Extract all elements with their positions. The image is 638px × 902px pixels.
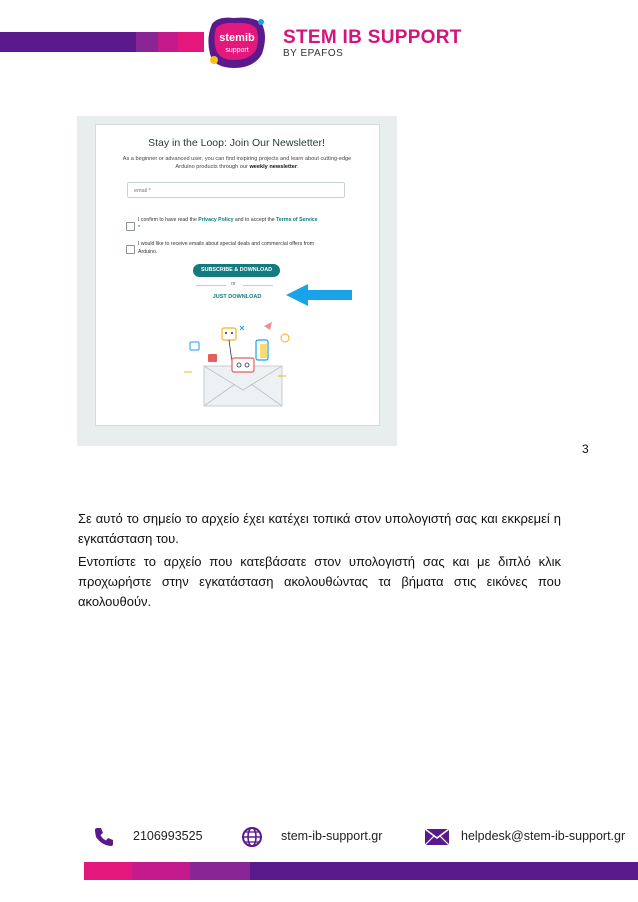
logo-text-top: stemib	[219, 32, 255, 44]
newsletter-description	[108, 155, 366, 171]
desc-line-2-pre: Arduino products through our	[175, 164, 250, 170]
body-paragraph-2: Εντοπίστε το αρχείο που κατεβάσατε στον υπολογιστή σας και με διπλό κλικ προχωρήστε στην εγκατάσταση ακολουθώντας τα βήματα στις εικόνες που ακολουθούν.	[78, 554, 561, 609]
email-field[interactable]: email *	[127, 182, 345, 198]
subscribe-download-button[interactable]: SUBSCRIBE & DOWNLOAD	[193, 264, 280, 277]
check1-required-mark: *	[138, 225, 141, 231]
desc-weekly-newsletter: weekly newsletter	[249, 164, 298, 170]
page-number: 3	[582, 442, 589, 456]
newsletter-title: Stay in the Loop: Join Our Newsletter!	[148, 137, 325, 149]
pointer-arrow	[286, 284, 352, 306]
footer-phone: 2106993525	[133, 829, 203, 843]
header-stripe-violet	[136, 32, 158, 52]
check1-text: I confirm to have read the	[138, 217, 199, 223]
desc-line-2-post: :	[297, 164, 299, 170]
phone-icon	[93, 826, 115, 848]
header-stripe-dark	[0, 32, 136, 52]
footer-website[interactable]: stem-ib-support.gr	[281, 829, 383, 843]
or-divider-left	[196, 285, 226, 286]
footer-email[interactable]: helpdesk@stem-ib-support.gr	[461, 829, 626, 843]
brand-subtitle: BY EPAFOS	[283, 48, 344, 59]
footer-stripe-magenta	[132, 862, 190, 880]
envelope-icon	[424, 826, 450, 848]
just-download-link[interactable]: JUST DOWNLOAD	[212, 294, 262, 300]
privacy-policy-link[interactable]: Privacy Policy	[198, 217, 234, 223]
stemib-logo-badge	[204, 14, 270, 72]
or-text: or	[231, 281, 236, 287]
header-stripe-magenta	[158, 32, 178, 52]
offers-checkbox[interactable]	[126, 245, 135, 254]
footer-stripe-violet	[190, 862, 250, 880]
footer-stripe-pink	[84, 862, 132, 880]
body-paragraph-1: Σε αυτό το σημείο το αρχείο έχει κατέχει τοπικά στον υπολογιστή σας και εκκρεμεί η εγκατάσταση του.	[78, 511, 561, 546]
envelope-illustration	[180, 318, 302, 410]
privacy-checkbox-label	[138, 216, 318, 232]
terms-of-service-link[interactable]: Terms of Service	[276, 217, 318, 223]
header-stripe-pink	[178, 32, 204, 52]
check1-mid-text: and to accept the	[233, 217, 277, 223]
footer-stripe-dark	[250, 862, 638, 880]
brand-title: STEM IB SUPPORT	[283, 27, 462, 48]
or-divider-right	[243, 285, 273, 286]
offers-checkbox-label: I would like to receive emails about special deals and commercial offers from Arduino.	[138, 241, 315, 255]
privacy-checkbox[interactable]	[126, 222, 135, 231]
globe-icon	[241, 826, 263, 848]
logo-text-bottom: support	[225, 47, 249, 54]
desc-line-1: As a beginner or advanced user, you can find inspiring projects and learn about cutting-edge	[122, 156, 352, 162]
